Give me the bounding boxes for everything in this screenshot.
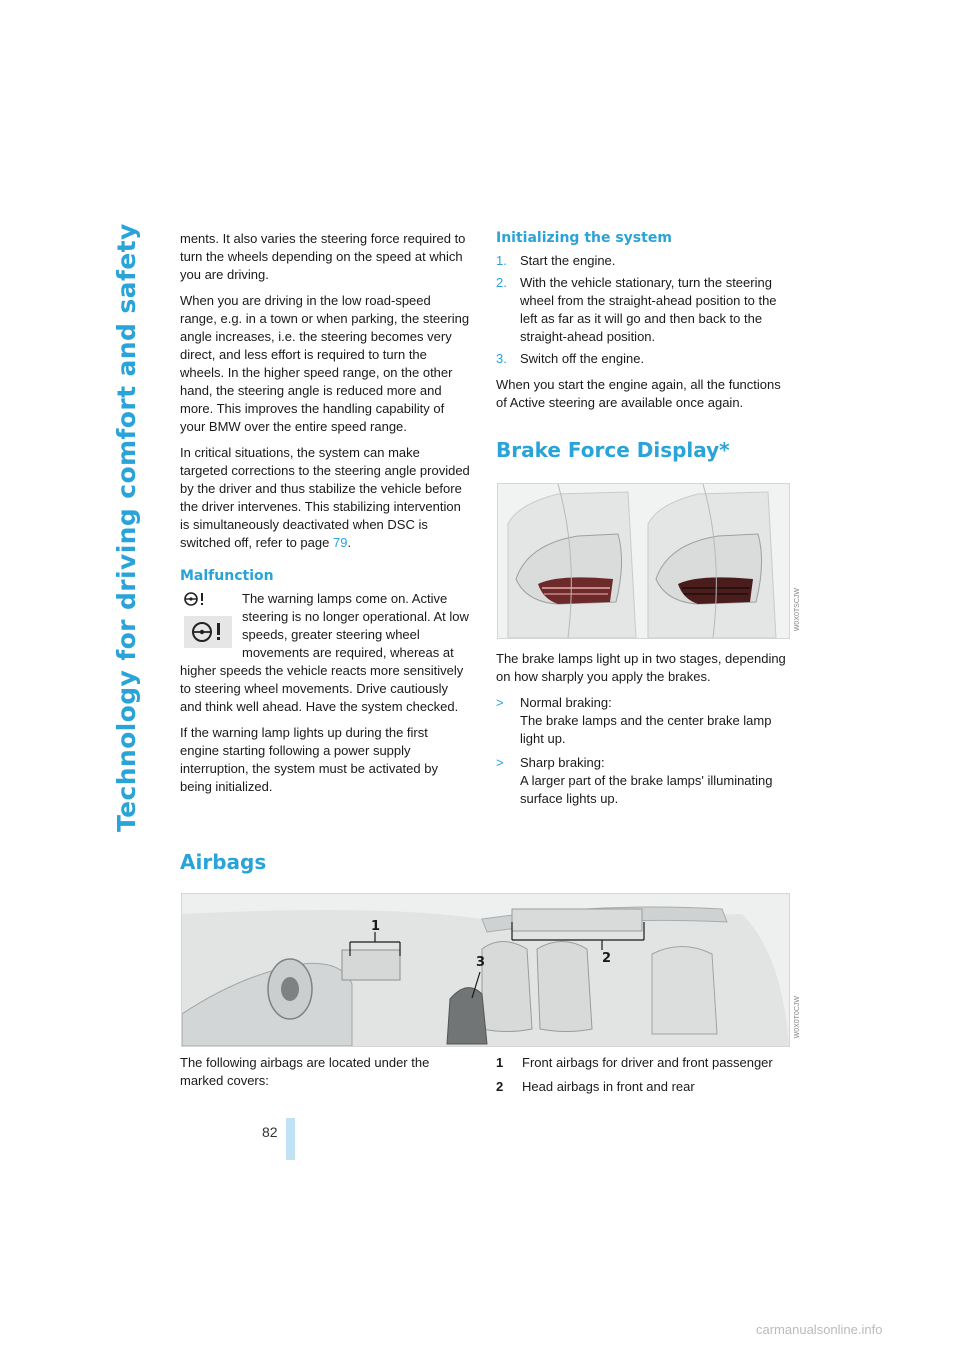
malfunction-heading: Malfunction: [180, 568, 274, 584]
malfunction-text: The warning lamps come on. Active steering is no longer operational. At low speeds, greater steering wheel movements are required, whereas at higher speeds the vehicle reacts more sensitively to steering wheel movements. Drive cautiously and think well ahead. Have the system checked.: [180, 591, 469, 714]
step-number: 1.: [496, 253, 507, 268]
airbags-intro-block: [180, 1054, 470, 1098]
callout-3: 3: [476, 955, 486, 970]
brake-text-column: [496, 650, 792, 814]
brake-bullets: [496, 694, 792, 808]
paragraph-critical-text: In critical situations, the system can make targeted corrections to the steering angle provided by the driver and thus stabilize the vehicle before the driver intervenes. This stabilizing intervention is simultaneously deactivated when DSC is switched off, refer to page: [180, 445, 470, 550]
step-text: Switch off the engine.: [520, 351, 645, 366]
legend-number: 2: [496, 1079, 504, 1094]
initializing-heading: Initializing the system: [496, 230, 672, 246]
airbags-figure: [181, 893, 790, 1047]
paragraph-functions-available: When you start the engine again, all the functions of Active steering are available once again.: [496, 377, 781, 410]
paragraph-brake-stages: The brake lamps light up in two stages, depending on how sharply you apply the brakes.: [496, 651, 786, 684]
steering-warning-icon: [180, 590, 236, 652]
step-text: With the vehicle stationary, turn the steering wheel from the straight-ahead position to the left as far as it will go and then back to the straight-ahead position.: [520, 275, 777, 344]
chapter-side-title: Technology for driving comfort and safety: [112, 223, 141, 832]
bullet-text: The brake lamps and the center brake lamp light up.: [520, 713, 772, 746]
airbags-intro: The following airbags are located under the marked covers:: [180, 1055, 430, 1088]
step-item: [496, 274, 792, 346]
watermark: carmanualsonline.info: [756, 1322, 883, 1337]
legend-row: [496, 1078, 796, 1096]
bullet-title: Normal braking:: [520, 695, 612, 710]
brake-figure-code: W0X0TSCJW: [794, 588, 801, 632]
legend-number: 1: [496, 1055, 504, 1070]
step-number: 2.: [496, 275, 507, 290]
bullet-item: [496, 694, 792, 748]
brake-lamps-figure: [497, 483, 790, 639]
airbags-figure-code: W0X0T0CJW: [794, 996, 801, 1039]
left-column: [180, 230, 470, 804]
bullet-title: Sharp braking:: [520, 755, 605, 770]
step-number: 3.: [496, 351, 507, 366]
airbags-heading: Airbags: [180, 850, 267, 874]
step-item: [496, 350, 792, 368]
brake-force-heading: Brake Force Display*: [496, 438, 730, 462]
airbags-legend: [496, 1054, 796, 1102]
malfunction-block: [180, 590, 470, 724]
initializing-steps: [496, 252, 792, 368]
step-text: Start the engine.: [520, 253, 616, 268]
paragraph-initialize-required: If the warning lamp lights up during the first engine starting following a power supply interruption, the system must be activated by being initialized.: [180, 725, 438, 794]
step-item: [496, 252, 792, 270]
paragraph-critical-end: .: [347, 535, 352, 550]
page-number: 82: [262, 1124, 278, 1140]
paragraph-steering-force: ments. It also varies the steering force required to turn the wheels depending on the speed at which you are driving.: [180, 231, 466, 282]
callout-1: 1: [371, 919, 381, 934]
legend-row: [496, 1054, 796, 1072]
right-column: [496, 230, 792, 462]
bullet-marker: >: [496, 755, 504, 770]
bullet-marker: >: [496, 695, 504, 710]
legend-text: Head airbags in front and rear: [522, 1079, 695, 1094]
bullet-text: A larger part of the brake lamps' illuminating surface lights up.: [520, 773, 773, 806]
callout-2: 2: [602, 951, 612, 966]
page-margin-bar: [286, 1118, 295, 1160]
brake-lamps-illustration: [498, 484, 789, 638]
paragraph-critical-situations: [180, 444, 470, 552]
page-reference-link[interactable]: 79: [332, 535, 348, 550]
paragraph-speed-range: When you are driving in the low road-speed range, e.g. in a town or when parking, the steering angle increases, i.e. the steering becomes very direct, and less effort is required to turn the wheels. In the higher speed range, on the other hand, the steering angle is reduced more and more. This improves the handling capability of your BMW over the entire speed range.: [180, 293, 470, 434]
legend-text: Front airbags for driver and front passenger: [522, 1055, 773, 1070]
airbags-illustration: [182, 894, 789, 1046]
bullet-item: [496, 754, 792, 808]
